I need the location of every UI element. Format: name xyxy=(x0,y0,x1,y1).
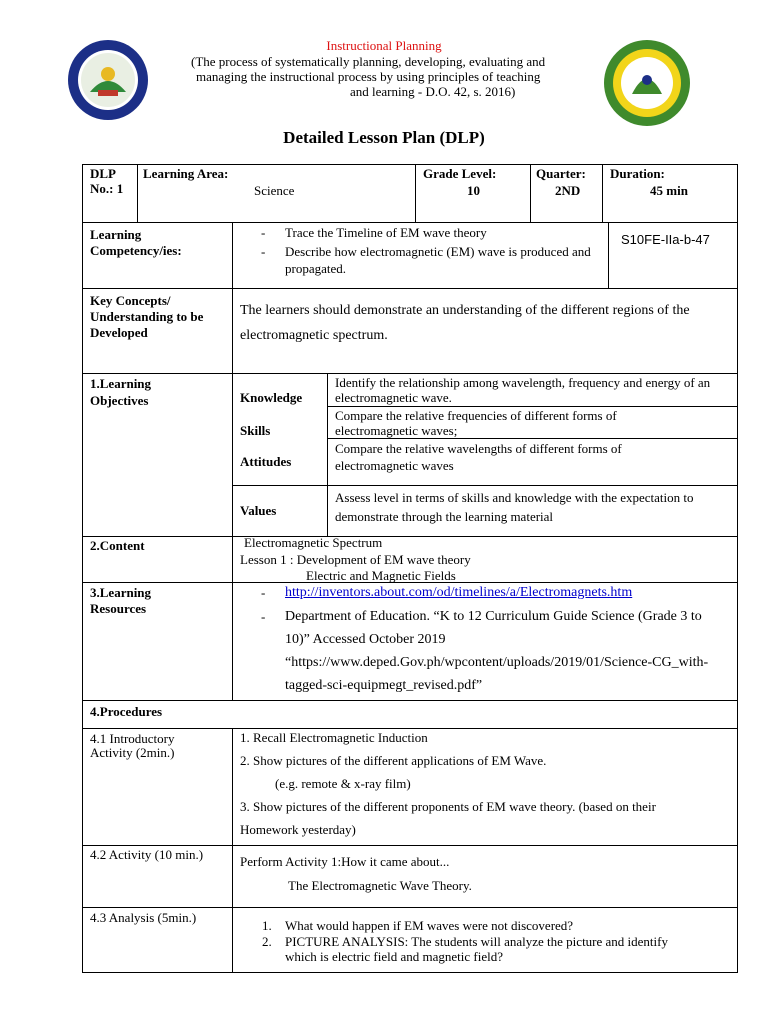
content-line-2: Lesson 1 : Development of EM wave theory xyxy=(240,552,471,567)
resources-label-1: 3.Learning xyxy=(90,585,152,600)
learning-area-value: Science xyxy=(254,183,295,198)
learning-area-label: Learning Area: xyxy=(143,166,229,181)
resource-ref-line-3: “https://www.deped.Gov.ph/wpcontent/uploads/2019/01/Science-CG_with- xyxy=(285,655,709,670)
content-line-1: Electromagnetic Spectrum xyxy=(244,535,383,550)
key-concepts-label-2: Understanding to be xyxy=(90,309,204,324)
content-line-3: Electric and Magnetic Fields xyxy=(306,568,456,583)
activity-line-2: The Electromagnetic Wave Theory. xyxy=(288,878,472,893)
resource-link[interactable]: http://inventors.about.com/od/timelines/a/Electromagnets.htm xyxy=(285,585,633,600)
resource-bullet-1: - xyxy=(261,585,266,600)
objective-text-attitudes: Compare the relative wavelengths of different forms of electromagnetic waves xyxy=(335,441,622,473)
key-concepts-label-3: Developed xyxy=(90,325,148,340)
competency-list xyxy=(261,225,601,277)
grade-level-value: 10 xyxy=(467,183,480,198)
analysis-num-2: 2. xyxy=(262,934,272,949)
activity-label: 4.2 Activity (10 min.) xyxy=(90,847,204,862)
objective-domain-values: Values xyxy=(240,503,277,518)
analysis-num-1: 1. xyxy=(262,918,272,933)
intro-activity-label-2: Activity (2min.) xyxy=(90,745,175,760)
objective-domain-skills: Skills xyxy=(240,423,271,438)
intro-step-1: 1. Recall Electromagnetic Induction xyxy=(240,730,428,745)
analysis-item-1: What would happen if EM waves were not discovered? xyxy=(285,918,574,933)
competency-label-2: Competency/ies: xyxy=(90,243,182,258)
intro-step-2-example: (e.g. remote & x-ray film) xyxy=(275,776,411,791)
objective-domain-knowledge: Knowledge xyxy=(240,390,303,405)
procedures-label: 4.Procedures xyxy=(90,704,163,719)
competency-item: - Trace the Timeline of EM wave theory xyxy=(261,225,601,240)
intro-step-3: 3. Show pictures of the different proponents of EM wave theory. (based on their xyxy=(240,799,656,814)
intro-activity-label-1: 4.1 Introductory xyxy=(90,731,175,746)
competency-code: S10FE-IIa-b-47 xyxy=(621,232,710,247)
document-title: Detailed Lesson Plan (DLP) xyxy=(283,128,485,147)
duration-label: Duration: xyxy=(610,166,665,181)
competency-label-1: Learning xyxy=(90,227,142,242)
content-label: 2.Content xyxy=(90,538,145,553)
resource-ref-line-2: 10)” Accessed October 2019 xyxy=(285,632,446,647)
grade-level-label: Grade Level: xyxy=(423,166,497,181)
objectives-label-1: 1.Learning xyxy=(90,376,152,391)
header-line-2: managing the instructional process by using principles of teaching xyxy=(196,69,541,84)
key-concepts-label-1: Key Concepts/ xyxy=(90,293,171,308)
analysis-item-2-line-2: which is electric field and magnetic field? xyxy=(285,949,504,964)
objective-text-skills: Compare the relative frequencies of different forms of electromagnetic waves; xyxy=(335,408,617,438)
competency-item: - Describe how electromagnetic (EM) wave is produced and propagated. xyxy=(261,243,601,277)
quarter-label: Quarter: xyxy=(536,166,586,181)
intro-step-2: 2. Show pictures of the different applications of EM Wave. xyxy=(240,753,547,768)
key-concepts-text: The learners should demonstrate an understanding of the different regions of the electromagnetic spectrum. xyxy=(240,303,690,343)
duration-value: 45 min xyxy=(650,183,688,198)
objectives-label-2: Objectives xyxy=(90,393,149,408)
activity-line-1: Perform Activity 1:How it came about... xyxy=(240,854,450,869)
intro-step-3-cont: Homework yesterday) xyxy=(240,822,356,837)
objective-text-values: Assess level in terms of skills and knowledge with the expectation to demonstrate through the learning material xyxy=(335,490,694,524)
objective-domain-attitudes: Attitudes xyxy=(240,454,292,469)
header-line-3: and learning - D.O. 42, s. 2016) xyxy=(350,84,516,99)
resource-ref-line-1: Department of Education. “K to 12 Curriculum Guide Science (Grade 3 to xyxy=(285,609,702,624)
resources-label-2: Resources xyxy=(90,601,147,616)
analysis-item-2-line-1: PICTURE ANALYSIS: The students will analyze the picture and identify xyxy=(285,934,668,949)
header-line-1: (The process of systematically planning, developing, evaluating and xyxy=(191,54,546,69)
objective-text-knowledge: Identify the relationship among wavelength, frequency and energy of an electromagnetic wave. xyxy=(335,375,711,405)
quarter-value: 2ND xyxy=(555,183,581,198)
resource-ref-line-4: tagged-sci-equipmegt_revised.pdf” xyxy=(285,678,483,693)
analysis-label: 4.3 Analysis (5min.) xyxy=(90,910,197,925)
dlp-label: DLP xyxy=(90,166,116,181)
instructional-planning-title: Instructional Planning xyxy=(326,38,442,53)
dlp-number: No.: 1 xyxy=(90,181,124,196)
resource-bullet-2: - xyxy=(261,609,266,624)
